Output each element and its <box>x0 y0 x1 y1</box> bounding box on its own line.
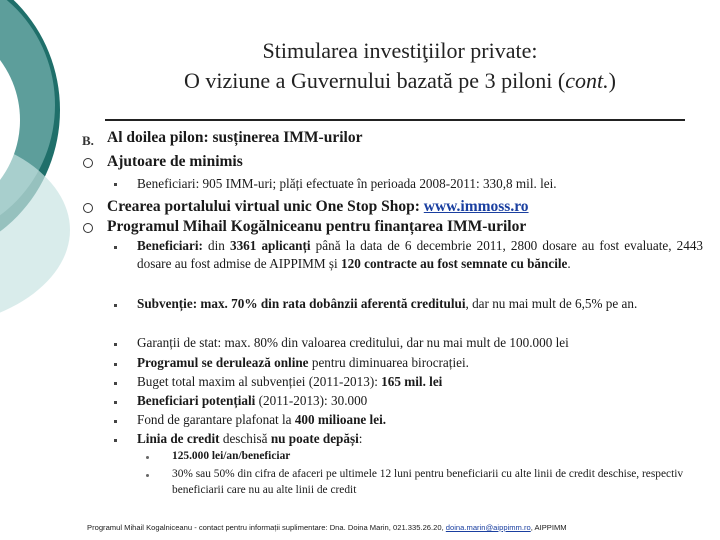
credit-limit-2: 30% sau 50% din cifra de afaceri pe ultimele 12 luni pentru beneficiarii cu alte linii de credit deschise, respectiv beneficiarii care nu au alte linii de credit <box>172 468 684 496</box>
program-buget: Buget total maxim al subvenției (2011-2013): 165 mil. lei <box>137 374 443 389</box>
circle-bullet-icon <box>83 203 93 213</box>
program-online: Programul se derulează online pentru diminuarea birocrației. <box>137 355 469 370</box>
title-line-2: O viziune a Guvernului bazată pe 3 piloni (cont.) <box>184 68 616 93</box>
program-fond: Fond de garantare plafonat la 400 milioane lei. <box>137 412 387 427</box>
circle-bullet-icon <box>83 158 93 168</box>
square-bullet-icon <box>114 246 117 249</box>
program-subventie: Subvenție: max. 70% din rata dobânzii aferentă creditului, dar nu mai mult de 6,5% pe an. <box>137 296 638 311</box>
credit-limit-1: 125.000 lei/an/beneficiar <box>172 450 291 462</box>
minimis-heading: Ajutoare de minimis <box>107 153 243 170</box>
dot-bullet-icon <box>146 474 149 477</box>
square-bullet-icon <box>114 401 117 404</box>
square-bullet-icon <box>114 183 117 186</box>
program-beneficiari-potentiali: Beneficiari potențiali (2011-2013): 30.000 <box>137 393 368 408</box>
square-bullet-icon <box>114 439 117 442</box>
program-heading: Programul Mihail Kogălniceanu pentru finanțarea IMM-urilor <box>107 218 527 235</box>
square-bullet-icon <box>114 304 117 307</box>
footer-email-link[interactable]: doina.marin@aippimm.ro <box>445 523 531 532</box>
program-garantii: Garanții de stat: max. 80% din valoarea creditului, dar nu mai mult de 100.000 lei <box>137 335 569 350</box>
square-bullet-icon <box>114 343 117 346</box>
title-line-1: Stimularea investiţiilor private: <box>262 38 538 63</box>
minimis-item: Beneficiari: 905 IMM-uri; plăți efectuate în perioada 2008-2011: 330,8 mil. lei. <box>137 176 557 191</box>
square-bullet-icon <box>114 363 117 366</box>
section-heading: Al doilea pilon: susținerea IMM-urilor <box>107 129 363 146</box>
dot-bullet-icon <box>146 456 149 459</box>
section-marker: B. <box>82 133 94 148</box>
square-bullet-icon <box>114 382 117 385</box>
portal-link[interactable]: www.immoss.ro <box>423 198 529 215</box>
footer-contact: Programul Mihail Kogalniceanu - contact pentru informații suplimentare: Dna. Doina Marin, 021.335.26.20, doina.marin@aippimm.ro, AIPPIMM <box>87 523 567 532</box>
square-bullet-icon <box>114 420 117 423</box>
title-divider <box>105 119 685 121</box>
program-linia-credit: Linia de credit deschisă nu poate depăși: <box>137 431 363 446</box>
circle-bullet-icon <box>83 223 93 233</box>
program-beneficiari: Beneficiari: din 3361 aplicanți până la data de 6 decembrie 2011, 2800 dosare au fost evaluate, 2443 dosare au fost admise de AIPPIMM și 120 contracte au fost semnate cu băncile. <box>137 238 704 271</box>
portal-heading: Crearea portalului virtual unic One Stop Shop: www.immoss.ro <box>107 198 529 215</box>
decorative-circles <box>0 0 110 540</box>
slide-title <box>100 36 700 96</box>
